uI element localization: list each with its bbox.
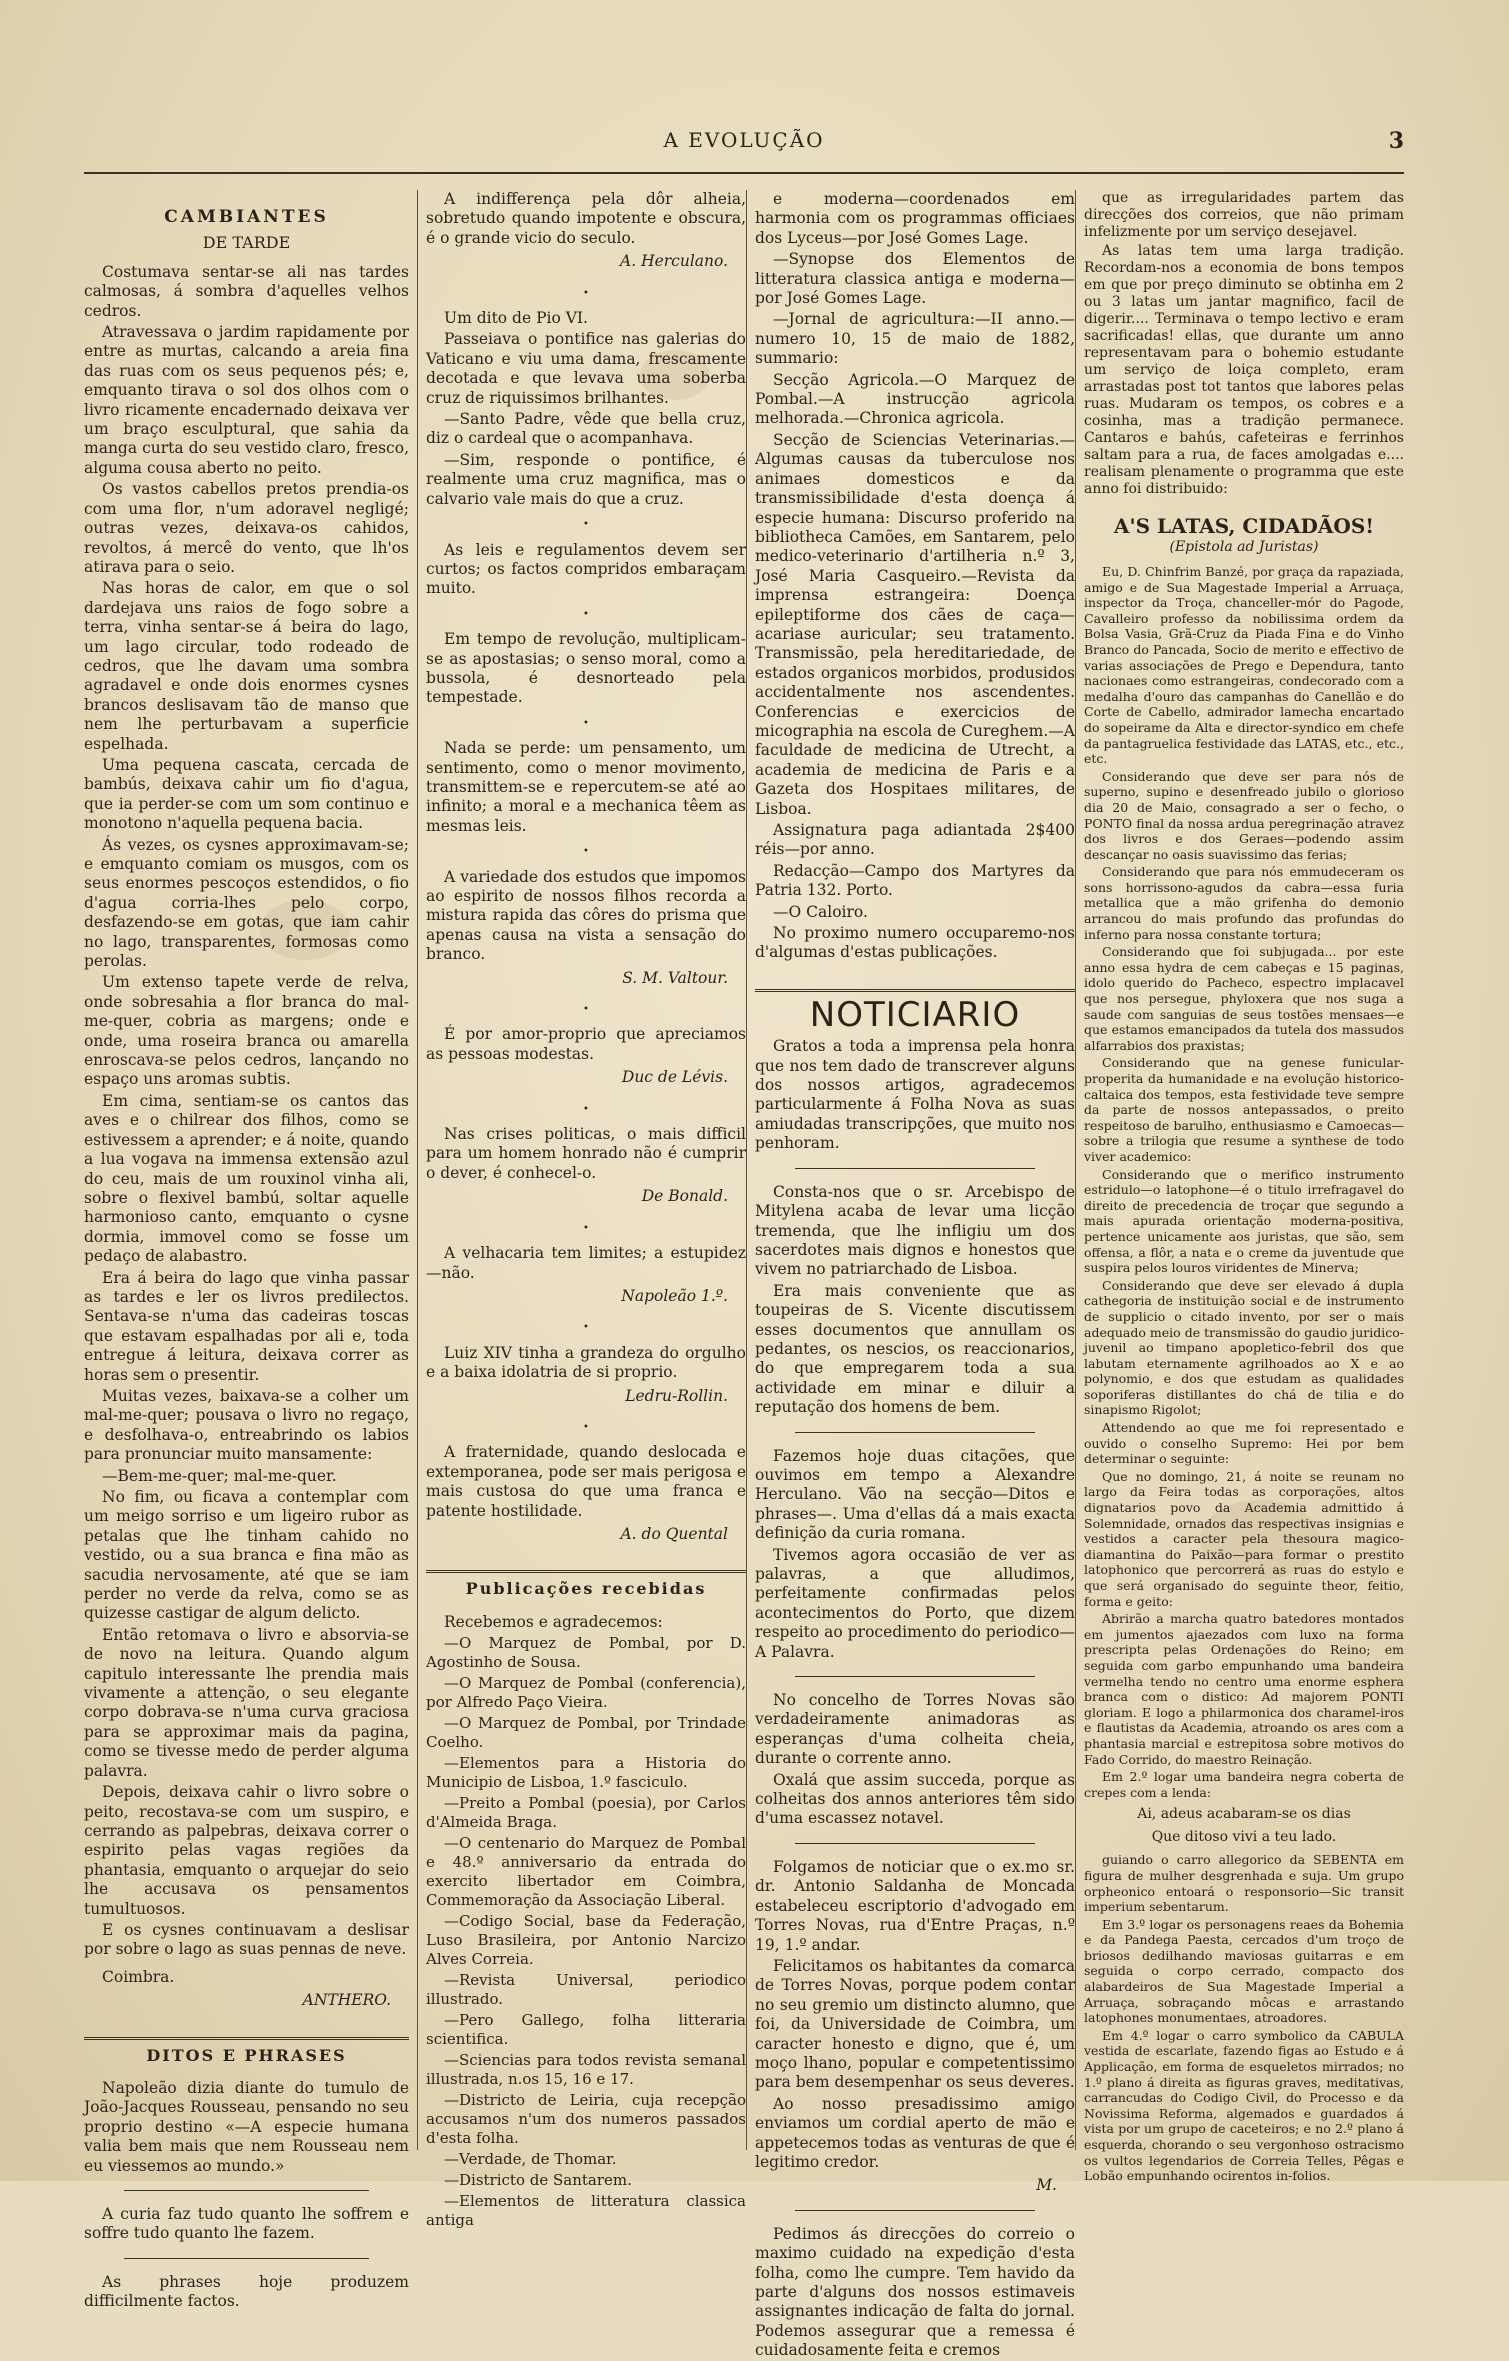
publicacao-item: Secção de Sciencias Veterinarias.—Algumas causas da tuberculose nos animaes domesticos e da transmissibilidade d'esta doença á especie humana: Discurso proferido na bibliotheca Camões, em Santarem, pelo medico-veterinario d'artilheria n.º 3, José Maria Casqueiro.—Revista da imprensa estrangeira: Doença epileptiforme dos cães de caça—acariase auricular; seu tratamento. Transmissão, pela hereditariedade, de estados organicos morbidos, produsidos accidentalmente nos ascendentes. Conferencias e exercicios de micographia na escola de Cureghem.—A faculdade de medicina de Utrecht, a academia de medicina de Paris e a Gazeta dos Hospitaes militares, de Lisboa. (755, 430, 1075, 818)
column-1 (84, 190, 409, 2311)
epistle-paragraph: Considerando que o merifico instrumento estridulo—o latophone—é o titulo irrefragavel do direito de precedencia de troçar que segundo a mais apurada orientação moderna-positiva, pertence unicamente aos juristas, que são, sem offensa, a flôr, a nata e o creme da juventude que suspira pelos louros viridentes de Minerva; (1084, 1166, 1404, 1276)
epistle-paragraph: Em 3.º logar os personagens reaes da Bohemia e da Pandega Paesta, cercados d'um troço de briosos dedilhando maviosas guitarras e em seguida o corpo cerrado, compacto dos alabardeiros de Sua Magestade Imperial a Arruaça, sobraçando môcas e arrastando latophones monumentaes, atroadores. (1084, 1916, 1404, 2026)
publicacao-item: —Verdade, de Thomar. (444, 2150, 617, 2169)
publicacao-item: No proximo numero occuparemo-nos d'algumas d'estas publicações. (755, 924, 1075, 962)
item-divider (124, 2190, 369, 2191)
quote-author: A. Herculano. (620, 252, 728, 271)
article-paragraph: Uma pequena cascata, cercada de bambús, deixava cahir um fio d'agua, que ia perder-se com um som continuo e monotono n'aquella pequena bacia. (84, 755, 409, 833)
publicacao-item: —Districto de Leiria, cuja recepção accusamos n'um dos numeros passados d'esta folha. (426, 2091, 746, 2148)
latas-intro (1084, 190, 1404, 498)
epistle-body (1084, 564, 1404, 1800)
epistle-continued (1084, 1852, 1404, 2183)
newspaper-title: A EVOLUÇÃO (663, 128, 825, 152)
quote-text: Nada se perde: um pensamento, um sentimento, como o menor movimento, transmittem-se e repercutem-se até ao infinito; a moral e a mechanica têem as mesmas leis. (426, 739, 746, 835)
article-paragraph: Os vastos cabellos pretos prendia-os com uma flor, n'um adoravel negligé; outras vezes, deixava-os cahidos, revoltos, á mercê do vento, que lh'os atirava para o seio. (84, 480, 409, 576)
ditos-list (84, 2079, 409, 2312)
article-body (84, 263, 409, 1960)
epistle-paragraph: Considerando que para nós emmudeceram os sons horrissono-agudos da cabra—essa furia metallica que a mão grifenha do demonio arrancou do mais profundo das profundas do inferno para nossa constante tortura; (1084, 864, 1404, 942)
item-divider (124, 2258, 369, 2259)
verse-line: Ai, adeus acabaram-se os dias (1137, 1806, 1351, 1823)
article-paragraph: Então retomava o livro e absorvia-se de novo na leitura. Quando algum capitulo interessante lhe prendia mais vivamente a attenção, o seu elegante corpo dobrava-se n'uma curva graciosa para se approximar mais da pagina, como se tivesse medo de perder alguma palavra. (84, 1625, 409, 1780)
publicacoes-list (426, 1634, 746, 2230)
noticia-paragraph: Felicitamos os habitantes da comarca de Torres Novas, porque podem contar no seu gremio um distincto alumno, que foi, da Universidade de Coimbra, um caracter honesto e digno, que é, um moço lhano, popular e competentissimo para bem desempenhar os seus deveres. (755, 1956, 1075, 2092)
page-number: 3 (1388, 128, 1404, 154)
quote-text: Passeiava o pontifice nas galerias do Vaticano e viu uma dama, frescamente decotada e que levava uma soberba cruz de riquissimos brilhantes. (426, 330, 746, 407)
quote-text: —Sim, responde o pontifice, é realmente uma cruz magnifica, mas o calvario vale mais do que a cruz. (426, 450, 746, 508)
section-heading-noticiario: NOTICIARIO (809, 994, 1021, 1035)
noticia-paragraph: Ao nosso presadissimo amigo enviamos um cordial aperto de mão e appetecemos todas as venturas de que é legitimo credor. (755, 2094, 1075, 2171)
noticia-paragraph: Era mais conveniente que as toupeiras de S. Vicente discutissem esses documentos que annullam os pedantes, os nescios, os reaccionarios, do que empregarem toda a sua actividade em minar e diluir a reputação dos homens de bem. (755, 1281, 1075, 1417)
epistle-paragraph: Considerando que na genese funicular-properita da humanidade e na evolução historico-caltaica dos tempos, esta festividade teve sempre da parte de nossos antepassados, o preito respeitoso de barulho, enthusiasmo e Camoecas—sobre a trilogia que resume a synthese de todo viver academico: (1084, 1055, 1404, 1164)
column-4 (1075, 190, 1404, 2184)
article-paragraph: Em cima, sentiam-se os cantos das aves e o chilrear dos filhos, como se estivessem a aprender; e á noite, quando a lua vogava na immensa extensão azul do ceu, mais de um rouxinol vinha ali, sobre o flexivel bambú, soltar aquelle harmonioso canto, emquanto o cysne dormia, immovel como se fosse um pedaço de alabastro. (84, 1091, 409, 1266)
quote-author: Duc de Lévis. (621, 1068, 728, 1087)
latas-paragraph: que as irregularidades partem das direcções dos correios, que não primam infelizmente por um serviço desejavel. (1084, 190, 1404, 240)
epistle-title: A'S LATAS, CIDADÃOS! (1113, 514, 1375, 538)
noticias-list (755, 1037, 1075, 2360)
quotes-list (426, 190, 746, 1544)
epistle-paragraph: Que no domingo, 21, á noite se reunam no largo da Feira todas as corporações, altos dignatarios povo da Academia admittido á Solemnidade, ornados das respectivas insignias e vestidos a caracter pela thesoura magico-diamantina do Paixão—para formar o prestito latophonico que percorrerá as ruas do estylo e que será organisado do seguinte theor, feitio, forma e geito: (1084, 1468, 1404, 1609)
noticia-paragraph: Fazemos hoje duas citações, que ouvimos em tempo a Alexandre Herculano. Vão na secção—Ditos e phrases—. Uma d'ellas dá a mais exacta definição da curia romana. (755, 1446, 1075, 1543)
article-signature: ANTHERO. (302, 1991, 391, 2010)
quote-separator: • (583, 1004, 589, 1016)
column-2 (417, 190, 746, 2230)
noticia-paragraph: No concelho de Torres Novas são verdadeiramente animadoras as esperanças d'uma colheita cheia, durante o corrente anno. (755, 1691, 1075, 1768)
epistle-paragraph: Em 2.º logar uma bandeira negra coberta de crepes com a lenda: (1084, 1769, 1404, 1800)
publicacao-item: Redacção—Campo dos Martyres da Patria 132. Porto. (755, 861, 1075, 900)
quote-separator: • (583, 608, 589, 620)
publicacao-item: —O centenario do Marquez de Pombal e 48.º anniversario da entrada do exercito libertador em Coimbra, Commemoração da Associação Liberal. (426, 1834, 746, 1910)
noticia-paragraph: Folgamos de noticiar que o ex.mo sr. dr. Antonio Saldanha de Moncada estabeleceu escriptorio d'advogado em Torres Novas, rua d'Entre Praças, n.º 19, 1.º andar. (755, 1857, 1075, 1954)
publicacao-item: —Synopse dos Elementos de litteratura classica antiga e moderna—por José Gomes Lage. (755, 250, 1075, 308)
epistle-paragraph: Considerando que deve ser elevado á dupla cathegoria de instituição social e de instrumento de supplicio o citado invento, por ser o mais adequado meio de transmissão do gaudio juridico-juvenil ao timpano apopletico-febril dos que labutam eternamente agrilhoados ao X e ao polynomio, e dos que estudam as qualidades soporiferas distillantes do chá de tilia e do sinapismo Rigolot; (1084, 1277, 1404, 1418)
publicacao-item: —Jornal de agricultura:—II anno.—numero 10, 15 de maio de 1882, summario: (755, 310, 1075, 368)
quote-separator: • (583, 1322, 589, 1334)
verse-line: Que ditoso vivi a teu lado. (1151, 1829, 1337, 1846)
quote-text: Luiz XIV tinha a grandeza do orgulho e a baixa idolatria de si proprio. (426, 1343, 746, 1382)
article-paragraph: Depois, deixava cahir o livro sobre o peito, recostava-se com um suspiro, e cerrando as palpebras, deixava correr o espirito pelas vagas regiões da phantasia, emquanto o arquejar do seio lhe accusava os pensamentos tumultuosos. (84, 1783, 409, 1918)
latas-paragraph: As latas tem uma larga tradição. Recordam-nos a economia de bons tempos em que por preço diminuto se obtinha em 2 ou 3 latas um jantar magnifico, facil de digerir.... Terminava o tempo lectivo e eram sacrificadas! ellas, que durante um anno representavam para o bohemio estudante um serviço de loiça completo, eram arrastadas post tot tantos que labores pelas ruas. Mudaram os tempos, os cobres e a cosinha, mas a tradição permanece. Cantaros e bahús, cafeteiras e ferrinhos saltam para a rua, de faces amolgadas e.... realisam plenamente o programma que este anno foi distribuido: (1084, 243, 1404, 497)
publicacao-item: —Revista Universal, periodico illustrado. (426, 1971, 746, 2009)
article-paragraph: Um extenso tapete verde de relva, onde sobresahia a flor branca do mal-me-quer, cobria as margens; onde e onde, uma roseira branca ou amarella enroscava-se pelos cedros, lançando no espaço uns aromas subtis. (84, 973, 409, 1089)
quote-text: É por amor-proprio que apreciamos as pessoas modestas. (426, 1025, 746, 1063)
publicacao-item: —Codigo Social, base da Federação, Luso Brasileira, por Antonio Narcizo Alves Correia. (426, 1912, 746, 1969)
epistle-paragraph: Abrirão a marcha quatro batedores montados em jumentos ajaezados com luxo na forma prescripta pelas Ordenações do Reino; em seguida com garbo empunhando uma bandeira vermelha tendo no centro uma enorme esphera branca com o distico: Ad majorem PONTI gloriam. E logo a philarmonica dos charamel-iros e flautistas da Academia, atroando os ares com a phantasia marcial e estrepitosa sobre motivos do Fado Corrido, do maestro Reinação. (1084, 1611, 1404, 1767)
publicacoes-continued (755, 190, 1075, 963)
epistle-subtitle: (Epistola ad Juristas) (1169, 539, 1319, 555)
article-paragraph: —Bem-me-quer; mal-me-quer. (102, 1466, 337, 1485)
publicacao-item: —Sciencias para todos revista semanal illustrada, n.os 15, 16 e 17. (426, 2051, 746, 2089)
noticia-paragraph: Tivemos agora occasião de ver as palavras, a que alludimos, perfeitamente confirmadas pelos acontecimentos do Porto, que dizem respeito ao procedimento do periodico—A Palavra. (755, 1545, 1075, 1661)
quote-text: A fraternidade, quando deslocada e extemporanea, pode ser mais perigosa e mais custosa do que uma franca e patente hostilidade. (426, 1443, 746, 1520)
publicacao-item: —O Marquez de Pombal, por Trindade Coelho. (426, 1714, 746, 1752)
item-divider (795, 1168, 1035, 1169)
quote-separator: • (583, 717, 589, 729)
quote-text: —Santo Padre, vêde que bella cruz, diz o cardeal que o acompanhava. (426, 410, 746, 448)
dito-item: A curia faz tudo quanto lhe soffrem e soffre tudo quanto lhe fazem. (84, 2205, 409, 2243)
publicacao-item: —Pero Gallego, folha litteraria scientifica. (426, 2011, 746, 2049)
epistle-paragraph: Em 4.º logar o carro symbolico da CABULA vestida de escarlate, fazendo figas ao Estudo e á Applicação, em forma de esqueletos mirrados; no 1.º plano á direita as figuras graves, meditativas, carrancudas do Codigo Civil, do Processo e da Novissima Reforma, algemados e guardados á vista por um grupo de caceteiros; e no 2.º plano á esquerda, chorando o seu vergonhoso ostracismo os vultos legendarios de Correia Telles, Pêgas e Lobão empunhando ocirentos in-folios. (1084, 2027, 1404, 2184)
noticia-signature: M. (1036, 2176, 1057, 2195)
article-paragraph: Muitas vezes, baixava-se a colher um mal-me-quer; pousava o livro no regaço, e desfolhava-o, entreabrindo os labios para pronunciar muito mansamente: (84, 1386, 409, 1464)
quote-text: Nas crises politicas, o mais difficil para um homem honrado não é cumprir o dever, é conhecel-o. (426, 1125, 746, 1182)
article-paragraph: No fim, ou ficava a contemplar com um meigo sorriso e um ligeiro rubor as petalas que lhe tinham cahido no vestido, ou a sua branca e fina mão as sacudia nervosamente, até que se iam perder no verde da relva, como se as quizesse castigar de algum delicto. (84, 1488, 409, 1623)
dito-item: Napoleão dizia diante do tumulo de João-Jacques Rousseau, pensando no seu proprio destino «—A especie humana valia bem mais que nem Rousseau nem eu viessemos ao mundo.» (84, 2078, 409, 2175)
quote-text: Em tempo de revolução, multiplicam-se as apostasias; o senso moral, como a bussola, é desnorteado pela tempestade. (426, 630, 746, 707)
publicacao-item: —Elementos para a Historia do Municipio de Lisboa, 1.º fasciculo. (426, 1754, 746, 1792)
publicacao-item: Assignatura paga adiantada 2$400 réis—por anno. (755, 821, 1075, 859)
epistle-paragraph: Considerando que deve ser para nós de superno, supino e desenfreado jubilo o glorioso dia 20 de Maio, consagrado a ser o fecho, o PONTO final da nossa ardua peregrinação atravez dos livros e dos Geraes—podendo assim descançar no oasis suavissimo das ferias; (1084, 768, 1404, 862)
section-heading-ditos: DITOS E PHRASES (146, 2045, 347, 2065)
section-heading-publicacoes: Publicações recebidas (465, 1579, 707, 1599)
quote-separator: • (583, 287, 589, 299)
epistle-paragraph: Considerando que foi subjugada... por este anno essa hydra de cem cabeças e 15 paginas, idolo querido do Pacheco, espectro implacavel que nos persegue, phyloxera que nos suga a saude com sanguias de seus tostões mensaes—e que estamos emancipados da tutela dos massudos alfarrabios dos praxistas; (1084, 944, 1404, 1053)
quote-text: Um dito de Pio VI. (444, 309, 588, 328)
article-paragraph: Costumava sentar-se ali nas tardes calmosas, á sombra d'aquelles velhos cedros. (84, 262, 409, 320)
quote-text: A variedade dos estudos que impomos ao espirito de nossos filhos recorda a mistura rapida das côres do prisma que apenas causa na vista a sensação do branco. (426, 867, 746, 964)
section-divider (755, 989, 1075, 992)
masthead (84, 128, 1404, 174)
item-divider (795, 1432, 1035, 1433)
article-paragraph: Ás vezes, os cysnes approximavam-se; e emquanto comiam os musgos, com os seus enormes pescoços estendidos, o fio d'agua corria-lhes pelo corpo, desfazendo-se em gotas, que iam cahir no lago, transparentes, formosas como perolas. (84, 835, 409, 971)
noticia-paragraph: Consta-nos que o sr. Arcebispo de Mitylena acaba de levar uma licção tremenda, que lhe infligiu um dos sacerdotes mais dignos e honestos que vivem no patriarchado de Lisboa. (755, 1182, 1075, 1279)
noticia-paragraph: Gratos a toda a imprensa pela honra que nos tem dado de transcrever alguns dos nossos artigos, agradecemos particularmente á Folha Nova as suas amiudadas transcripções, que muito nos penhoram. (755, 1037, 1075, 1153)
article-paragraph: Nas horas de calor, em que o sol dardejava uns raios de fogo sobre a terra, vinha sentar-se á beira do lago, um lago circular, todo rodeado de cedros, que lhe davam uma sombra agradavel e onde dois enormes cysnes brancos deslisavam tão de manso que nem lhe perturbavam a superficie espelhada. (84, 579, 409, 753)
quote-author: Napoleão 1.º. (621, 1286, 728, 1305)
epistle-verse (1084, 1806, 1404, 1846)
item-divider (795, 2210, 1035, 2211)
publicacao-item: —Elementos de litteratura classica antiga (426, 2192, 746, 2230)
quote-text: As leis e regulamentos devem ser curtos; os factos compridos embaraçam muito. (426, 540, 746, 598)
quote-separator: • (583, 1421, 589, 1433)
quote-author: De Bonald. (641, 1187, 728, 1206)
section-divider (84, 2037, 409, 2040)
article-paragraph: E os cysnes continuavam a deslisar por sobre o lago as suas pennas de neve. (84, 1920, 409, 1959)
publicacao-item: —Districto de Santarem. (444, 2171, 632, 2190)
quote-author: Ledru-Rollin. (625, 1386, 728, 1405)
publicacao-item: —O Marquez de Pombal (conferencia), por Alfredo Paço Vieira. (426, 1674, 746, 1712)
quote-text: A velhacaria tem limites; a estupidez—não. (426, 1244, 746, 1282)
quote-separator: • (583, 1222, 589, 1234)
publicacao-item: e moderna—coordenados em harmonia com os programmas officiaes dos Lyceus—por José Gomes Lage. (755, 190, 1075, 247)
quote-author: A. do Quental (620, 1524, 728, 1543)
section-divider (426, 1570, 746, 1573)
column-3 (746, 190, 1075, 2360)
publicacao-item: —O Marquez de Pombal, por D. Agostinho de Sousa. (426, 1634, 746, 1672)
publicacao-item: —Preito a Pombal (poesia), por Carlos d'Almeida Braga. (426, 1794, 746, 1832)
quote-text: A indifferença pela dôr alheia, sobretudo quando impotente e obscura, é o grande vicio do seculo. (426, 190, 746, 247)
article-subheading: DE TARDE (202, 233, 291, 253)
publicacoes-intro: Recebemos e agradecemos: (444, 1612, 663, 1631)
quote-separator: • (583, 846, 589, 858)
dito-item: As phrases hoje produzem difficilmente factos. (84, 2272, 409, 2311)
article-paragraph: Era á beira do lago que vinha passar as tardes e ler os livros predilectos. Sentava-se n'uma das cadeiras toscas que estavam espalhadas por ali e, toda entregue á leitura, deixava correr as horas sem o presentir. (84, 1268, 409, 1384)
noticia-paragraph: Pedimos ás direcções do correio o maximo cuidado na expedição d'esta folha, como lhe cumpre. Tem havido da parte d'alguns dos nossos estimaveis assignantes indicação de falta do jornal. Podemos assegurar que a remessa é cuidadosamente feita e cremos (755, 2224, 1075, 2360)
article-paragraph: Atravessava o jardim rapidamente por entre as murtas, calcando a areia fina das ruas com os seus pequenos pés; e, emquanto tirava o sol dos olhos com o livro ricamente encadernado deixava ver um braço esculptural, que sahia da manga curta do seu vestido claro, fresco, alguma cousa aberto no peito. (84, 323, 409, 477)
epistle-paragraph: Attendendo ao que me foi representado e ouvido o conselho Supremo: Hei por bem determinar o seguinte: (1084, 1420, 1404, 1467)
quote-author: S. M. Valtour. (622, 968, 728, 987)
epistle-paragraph: Eu, D. Chinfrim Banzé, por graça da rapaziada, amigo e de Sua Magestade Imperial a Arruaça, inspector da Troça, chanceller-mór do Pagode, Cavalleiro professo da nobilissima ordem da Bolsa Vasia, Grã-Cruz da Piada Fina e do Vinho Branco do Pancada, Socio de merito e effectivo de varias associações de Prego e Dependura, tanto nacionaes como estrangeiras, condecorado com a medalha d'ouro das campanhas do Canellão e do Corte de Cabello, admirador lamecha encartado do sopeirame da Alta e director-syndico em chefe da pantagruelica festividade das LATAS, etc., etc., etc. (1084, 564, 1404, 767)
epistle-paragraph: guiando o carro allegorico da SEBENTA em figura de mulher desgrenhada e suja. Um grupo orpheonico entoará o responsorio—Sic transit imperium sebentarum. (1084, 1852, 1404, 1915)
noticia-paragraph: Oxalá que assim succeda, porque as colheitas dos annos anteriores têm sido d'uma escassez notavel. (755, 1770, 1075, 1828)
item-divider (795, 1843, 1035, 1844)
publicacao-item: Secção Agricola.—O Marquez de Pombal.—A instrucção agricola melhorada.—Chronica agricola. (755, 370, 1075, 428)
section-heading-cambiantes: CAMBIANTES (164, 207, 329, 227)
article-place: Coimbra. (102, 1967, 175, 1986)
publicacao-item: —O Caloiro. (773, 902, 868, 921)
item-divider (795, 1676, 1035, 1677)
quote-separator: • (583, 519, 589, 531)
quote-separator: • (583, 1103, 589, 1115)
